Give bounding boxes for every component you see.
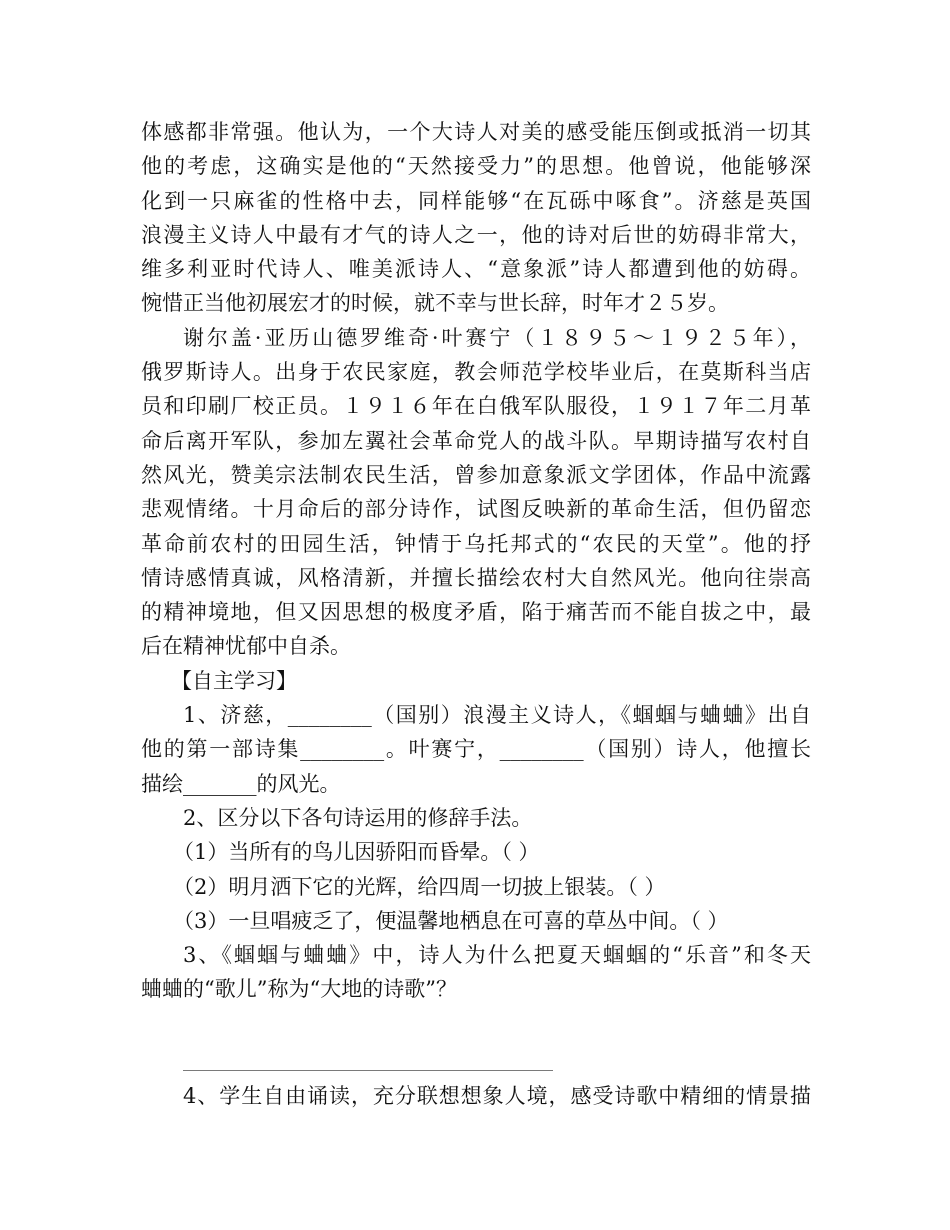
- text-line: 1、济慈，________（国别）浪漫主义诗人，《蝈蝈与蛐蛐》出自: [183, 703, 811, 728]
- question-1: [141, 698, 811, 801]
- question-item: （2）明月洒下它的光辉，给四周一切披上银装。（ ）: [173, 874, 666, 899]
- question-3: [141, 938, 811, 1007]
- paragraph-keats: [141, 115, 811, 321]
- text-line: 谢尔盖·亚历山德罗维奇·叶赛宁（１８９５～１９２５年），: [183, 325, 811, 350]
- text-line: 情诗感情真诚，风格清新，并擅长描绘农村大自然风光。他向往崇高: [141, 565, 811, 590]
- text-line: 体感都非常强。他认为，一个大诗人对美的感受能压倒或抵消一切其: [141, 120, 811, 144]
- document-body: [141, 115, 811, 1007]
- question-2: [141, 801, 811, 938]
- answer-rule: [183, 1070, 553, 1071]
- section-heading: 【自主学习】: [171, 668, 297, 693]
- text-line: 悲观情绪。十月命后的部分诗作，试图反映新的革命生活，但仍留恋: [141, 497, 811, 522]
- text-line: 蛐蛐的“歌儿”称为“大地的诗歌”？: [141, 977, 457, 1002]
- text-line: 维多利亚时代诗人、唯美派诗人、“意象派”诗人都遭到他的妨碍。: [141, 257, 811, 282]
- text-line: 革命前农村的田园生活，钟情于乌托邦式的“农民的天堂”。他的抒: [141, 531, 811, 556]
- text-line: 4、学生自由诵读，充分联想想象人境，感受诗歌中精细的情景描: [183, 1084, 811, 1108]
- text-line: 浪漫主义诗人中最有才气的诗人之一，他的诗对后世的妨碍非常大，: [141, 222, 811, 247]
- question-item: （1）当所有的鸟儿因骄阳而昏晕。（ ）: [173, 840, 540, 865]
- text-line: 员和印刷厂校正员。１９１６年在白俄军队服役，１９１７年二月革: [141, 394, 811, 419]
- text-line: 化到一只麻雀的性格中去，同样能够“在瓦砾中啄食”。济慈是英国: [141, 188, 811, 213]
- text-line: 俄罗斯诗人。出身于农民家庭，教会师范学校毕业后，在莫斯科当店: [141, 360, 811, 385]
- question-stem: 2、区分以下各句诗运用的修辞手法。: [183, 805, 533, 830]
- paragraph-yesenin: [141, 321, 811, 664]
- text-line: 惋惜正当他初展宏才的时候，就不幸与世长辞，时年才２５岁。: [141, 291, 729, 316]
- text-line: 描绘_______的风光。: [141, 771, 341, 796]
- question-item: （3）一旦唱疲乏了，便温馨地栖息在可喜的草丛中间。（ ）: [173, 908, 729, 933]
- text-line: 后在精神忧郁中自杀。: [141, 634, 351, 659]
- text-line: 他的第一部诗集________。叶赛宁，________（国别）诗人，他擅长: [141, 737, 811, 762]
- question-4: [141, 1079, 811, 1113]
- text-line: 他的考虑，这确实是他的“天然接受力”的思想。他曾说，他能够深: [141, 154, 811, 179]
- text-line: 的精神境地，但又因思想的极度矛盾，陷于痛苦而不能自拔之中，最: [141, 600, 811, 625]
- text-line: 命后离开军队，参加左翼社会革命党人的战斗队。早期诗描写农村自: [141, 428, 811, 453]
- text-line: 3、《蝈蝈与蛐蛐》中，诗人为什么把夏天蝈蝈的“乐音”和冬天: [183, 943, 811, 968]
- text-line: 然风光，赞美宗法制农民生活，曾参加意象派文学团体，作品中流露: [141, 462, 811, 487]
